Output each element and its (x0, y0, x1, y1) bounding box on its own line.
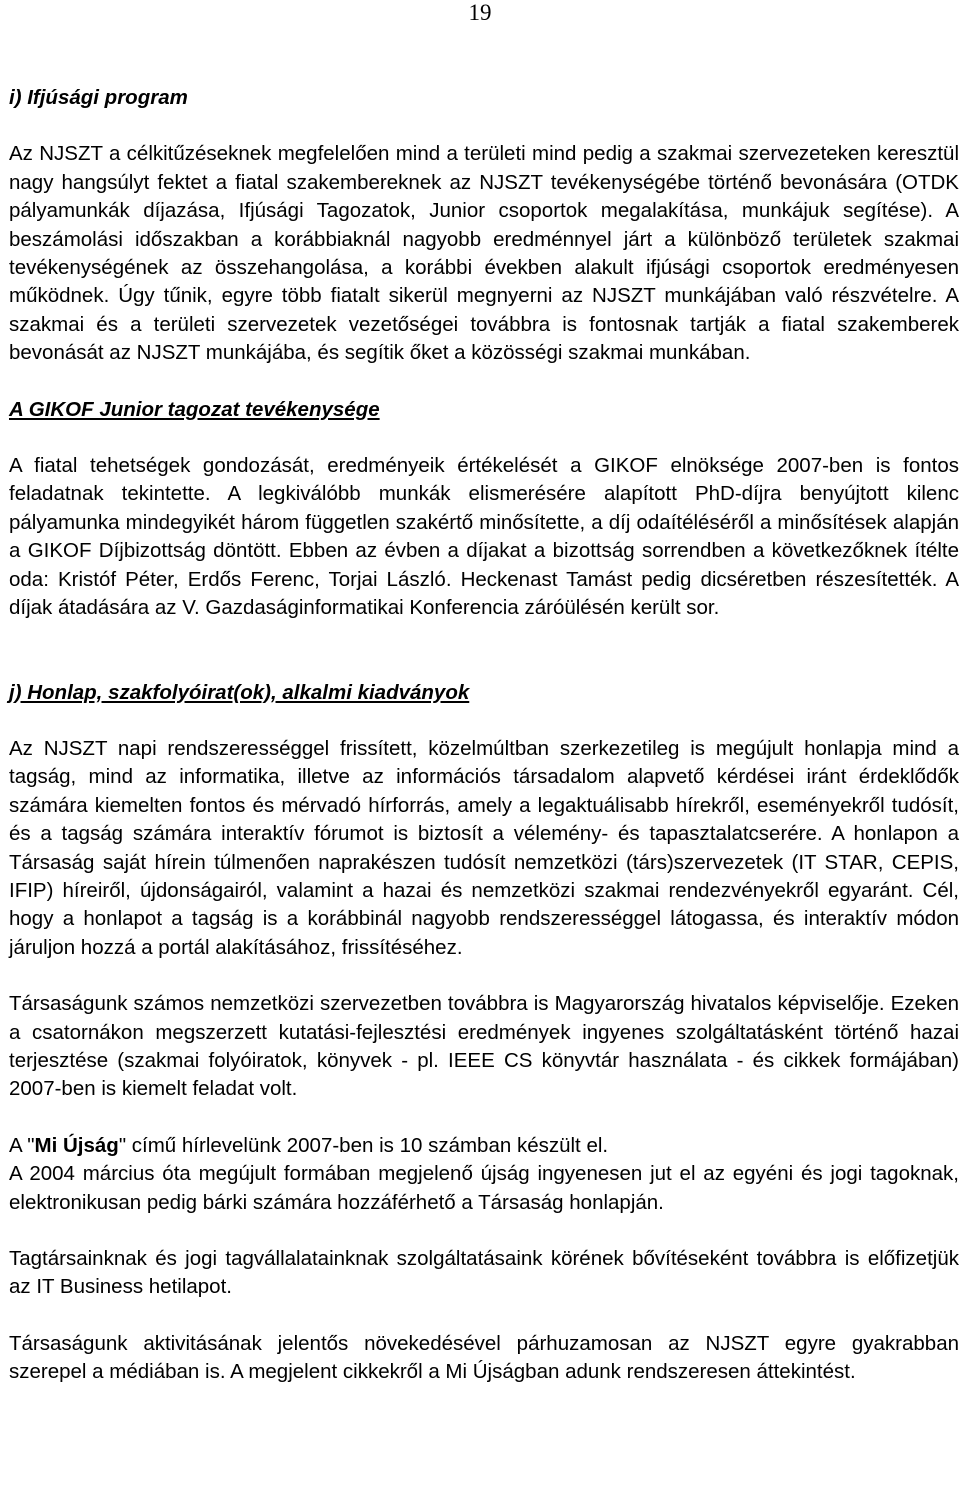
section-j-title (9, 679, 959, 707)
section-i-paragraph: Az NJSZT a célkitűzéseknek megfelelően mind a területi mind pedig a szakmai szervezeteken keresztül nagy hangsúlyt fektet a fiatal szakembereknek az NJSZT tevékenységébe történő bevonására (OTDK pályamunkák díjazása, Ifjúsági Tagozatok, Junior csoportok megalakítása, munkájuk segítése). A beszámolási időszakban a korábbiaknál nagyobb eredménnyel járt a különböző területek szakmai tevékenységének az összehangolása, a korábbi években alakult ifjúsági csoportok eredményesen működnek. Úgy tűnik, egyre több fiatalt sikerül megnyerni az NJSZT munkájában való részvételre. A szakmai és a területi szervezetek vezetőségei továbbra is fontosnak tartják a fiatal szakemberek bevonását az NJSZT munkájába, és segítik őket a közösségi szakmai munkában. (9, 142, 959, 365)
section-j-paragraph-6: Társaságunk aktivitásának jelentős növekedésével párhuzamosan az NJSZT egyre gyakrabban szerepel a médiában is. A megjelent cikkekről a Mi Újságban adunk rendszeresen áttekintést. (9, 1331, 959, 1384)
section-i-title: i) Ifjúsági program (9, 86, 188, 109)
gikof-title-text: A GIKOF Junior tagozat tevékenysége (9, 397, 380, 421)
newsletter-prefix: A " (9, 1133, 35, 1157)
section-j-paragraph-1: Az NJSZT napi rendszerességgel frissített, közelmúltban szerkezetileg is megújult honlapja mind a tagság, mind az informatika, illetve az információs társadalom alapvető kérdései iránt érdeklődők számára kiemelten fontos és mérvadó hírforrás, amely a legaktuálisabb hírekről, eseményekről tudósít, és a tagság számára interaktív fórumot is biztosít a vélemény- és tapasztalatcserére. A honlapon a Társaság saját hírein túlmenően naprakészen tudósít nemzetközi (társ)szervezetek (IT STAR, CEPIS, IFIP) híreiről, újdonságairól, valamint a hazai és nemzetközi szakmai rendezvényekről egyaránt. Cél, hogy a honlapot a tagság is a korábbinál nagyobb rendszerességgel látogassa, és interaktív módon járuljon hozzá a portál alakításához, frissítéséhez. (9, 736, 959, 959)
newsletter-suffix: " című hírlevelünk 2007-ben is 10 számban készült el. (118, 1133, 609, 1157)
gikof-title (9, 396, 959, 424)
section-j-paragraph-3 (9, 1132, 959, 1160)
section-j-paragraph-5: Tagtársainknak és jogi tagvállalatainknak szolgáltatásaink körének bővítéseként továbbra is előfizetjük az IT Business hetilapot. (9, 1247, 959, 1299)
page-number: 19 (468, 0, 492, 25)
gikof-paragraph: A fiatal tehetségek gondozását, eredményeik értékelését a GIKOF elnöksége 2007-ben is fontos feladatnak tekintette. A legkiválóbb munkák elismerésére alapított PhD-díjra benyújtott kilenc pályamunka mindegyikét három független szakértő minősítette, a díj odaítéléséről a minősítések alapján a GIKOF Díjbizottság döntött. Ebben az évben a díjakat a bizottság sorrendben a következőknek ítélte oda: Kristóf Péter, Erdős Ferenc, Torjai László. Heckenast Tamást pedig dicséretben részesítették. A díjak átadására az V. Gazdaságinformatikai Konferencia záróülésén került sor. (9, 454, 959, 620)
section-j-paragraph-4: A 2004 március óta megújult formában megjelenő újság ingyenesen jut el az egyéni és jogi tagoknak, elektronikusan pedig bárki számára hozzáférhető a Társaság honlapján. (9, 1162, 959, 1214)
section-j-title-text: j) Honlap, szakfolyóirat(ok), alkalmi kiadványok (9, 680, 470, 704)
newsletter-name: Mi Újság (34, 1133, 119, 1157)
document-body (9, 84, 959, 1387)
section-j-paragraph-2: Társaságunk számos nemzetközi szervezetben továbbra is Magyarország hivatalos képviselője. Ezeken a csatornákon megszerzett kutatási-fejlesztési eredmények ingyenes szolgáltatásként történő hazai terjesztése (szakmai folyóiratok, könyvek - pl. IEEE CS könyvtár használata - és cikkek formájában) 2007-ben is kiemelt feladat volt. (9, 992, 959, 1101)
